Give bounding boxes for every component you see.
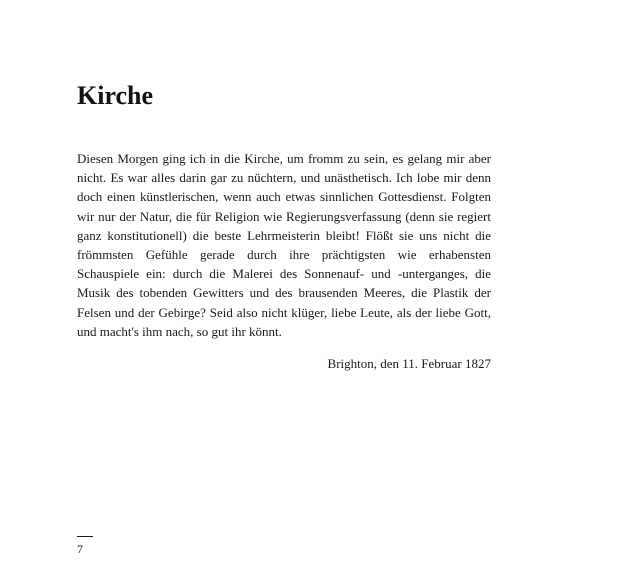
footer-rule	[77, 536, 93, 537]
page-number: 7	[77, 542, 83, 556]
place-date-signature: Brighton, den 11. Februar 1827	[327, 356, 491, 371]
body-paragraph: Diesen Morgen ging ich in die Kirche, um fromm zu sein, es gelang mir aber nicht. Es war alles darin gar zu nüchtern, und unästhetisch. Ich lobe mir denn doch einen künstlerischen, wenn auch etwas sinnlichen Gottesdienst. Folgten wir nur der Natur, die für Religion wie Regierungsverfassung (denn sie regiert ganz konstitutionell) die beste Lehrmeisterin bleibt! Flößt sie uns nicht die frömmsten Gefühle gerade durch ihre prächtigsten wie erhabensten Schauspiele ein: durch die Malerei des Sonnenauf- und -unterganges, die Musik des tobenden Gewitters und des brausenden Meeres, die Plastik der Felsen und der Gebirge? Seid also nicht klüger, liebe Leute, als der liebe Gott, und macht's ihm nach, so gut ihr könnt.	[77, 151, 491, 339]
page-title: Kirche	[77, 81, 154, 110]
